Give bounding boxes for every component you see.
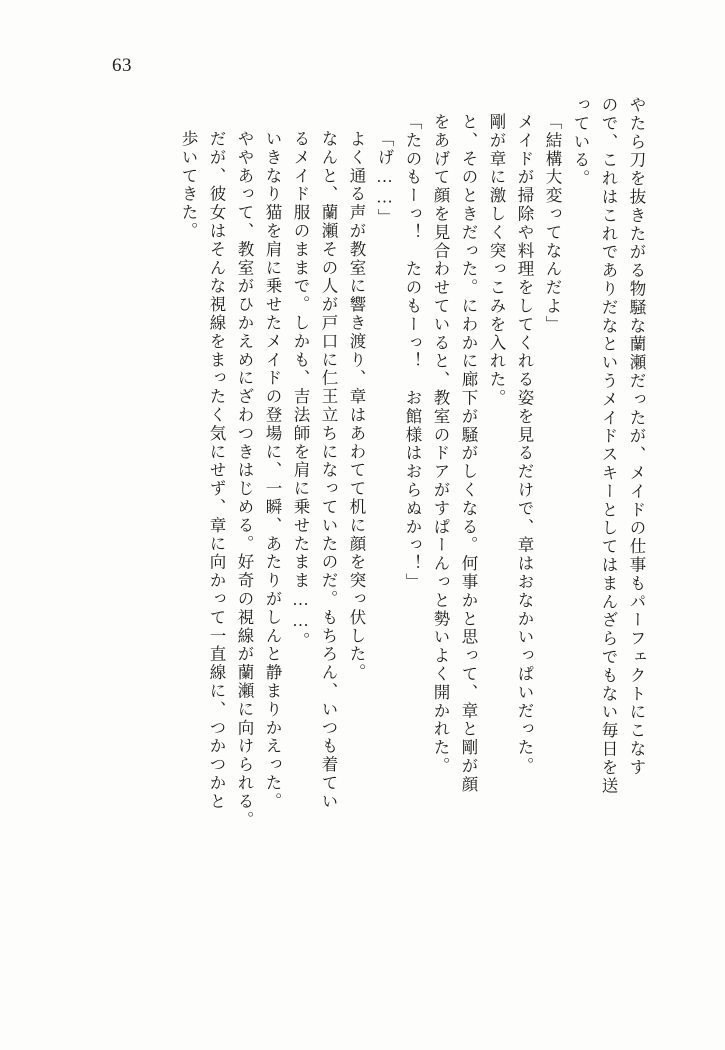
text-column: 「たのもーっ！ たのもーっ！ お館様はおらぬかっ！」	[403, 113, 422, 592]
text-column: やたら刀を抜きたがる物騒な蘭瀬だったが、メイドの仕事もパーフェクトにこなす	[627, 96, 646, 777]
text-column: ややあって、教室がひかえめにざわつきはじめる。好奇の視線が蘭瀬に向けられる。	[235, 130, 254, 830]
text-column: メイドが掃除や料理をしてくれる姿を見るだけで、章はおなかいっぱいだった。	[515, 113, 534, 776]
text-column: をあげて顔を見合わせていると、教室のドアがすぱーんっと勢いよく開かれた。	[431, 113, 450, 776]
text-column: いきなり猫を肩に乗せたメイドの登場に、一瞬、あたりがしんと静まりかえった。	[263, 130, 282, 811]
vertical-text-block	[78, 96, 644, 976]
text-column: なんと、蘭瀬その人が戸口に仁王立ちになっていたのだ。もちろん、いつも着てい	[319, 130, 338, 811]
text-column: ので、これはこれでありだなというメイドスキーとしてはまんざらでもない毎日を送	[599, 96, 618, 796]
text-column: よく通る声が教室に響き渡り、章はあわてて机に顔を突っ伏した。	[347, 130, 366, 682]
text-column: だが、彼女はそんな視線をまったく気にせず、章に向かって一直線に、つかつかと	[207, 130, 226, 811]
text-column: と、そのときだった。にわかに廊下が騒がしくなる。何事かと思って、章と剛が顔	[459, 113, 478, 794]
text-column: 剛が章に激しく突っこみを入れた。	[487, 113, 506, 408]
text-column: 「結構大変ってなんだよ」	[543, 113, 562, 334]
text-column: 「げ……」	[375, 130, 394, 227]
page-number: 63	[112, 55, 132, 76]
text-column: るメイド服のままで。しかも、吉法師を肩に乗せたまま……。	[291, 130, 310, 651]
text-column: 歩いてきた。	[179, 130, 198, 241]
text-column: っている。	[571, 96, 590, 188]
